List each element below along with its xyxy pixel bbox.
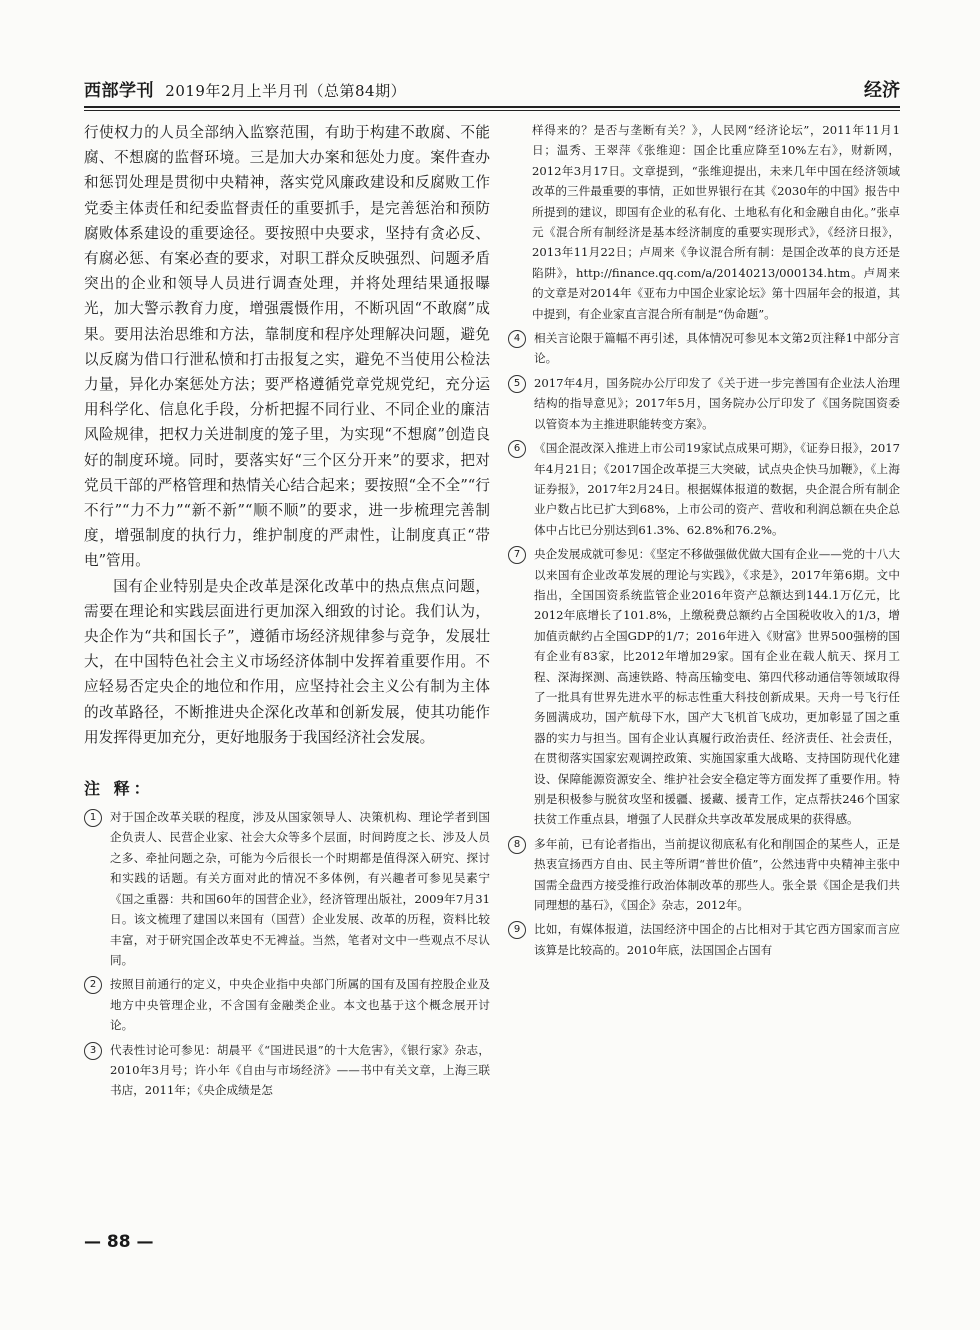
footnote-number: 6 [508,440,526,458]
footnote-5 [508,373,900,434]
footnote-2 [84,974,490,1035]
section-label: 经济 [864,80,900,101]
footnote-3 [84,1040,490,1101]
footnote-text: 《国企混改深入推进上市公司19家试点成果可期》，《证券日报》，2017年4月21日；《2017国企改革提三大突破，试点央企快马加鞭》，《上海证券报》，2017年2月24日。根据媒体报道的数据，央企混合所有制企业户数占比已扩大到68%，上市公司的资产、营收和利润总额在央企总体中占比已分别达到61.3%、62.8%和76.2%。 [534,441,900,537]
running-header [84,74,900,104]
footnote-text: 央企发展成就可参见：《坚定不移做强做优做大国有企业——党的十八大以来国有企业改革发展的理论与实践》，《求是》，2017年第6期。文中指出，全国国资系统监管企业2016年资产总额达到144.1万亿元，比2012年底增长了101.8%，上缴税费总额约占全国税收收入的1/3，增加值贡献约占全国GDP的1/7；2016年进入《财富》世界500强榜的国有企业有83家，比2012年增加29家。国有企业在载人航天、探月工程、深海探测、高速铁路、特高压输变电、第四代移动通信等领域取得了一批具有世界先进水平的标志性重大科技创新成果。天舟一号飞行任务圆满成功，国产航母下水，国产大飞机首飞成功，更加彰显了国之重器的实力与担当。国有企业认真履行政治责任、经济责任、社会责任，在贯彻落实国家宏观调控政策、实施国家重大战略、支持国防现代化建设、保障能源资源安全、维护社会安全稳定等方面发挥了重要作用。特别是积极参与脱贫攻坚和援疆、援藏、援青工作，定点帮扶246个国家扶贫工作重点县，增强了人民群众共享改革发展成果的获得感。 [534,547,900,827]
journal-logo: 西部学刊 [84,81,154,101]
footnote-number: 5 [508,375,526,393]
footnote-number: 9 [508,921,526,939]
footnote-number: 4 [508,330,526,348]
footnote-text: 样得来的？是否与垄断有关？》，人民网“经济论坛”，2011年11月1日；温秀、王翠萍《张维迎：国企比重应降至10%左右》，财新网，2012年3月17日。文章提到，“张维迎提出，未来几年中国在经济领域改革的三件最重要的事情，正如世界银行在其《2030年的中国》报告中所提到的建议，即国有企业的私有化、土地私有化和金融自由化。”张卓元《混合所有制经济是基本经济制度的重要实现形式》，《经济日报》，2013年11月22日；卢周来《争议混合所有制：是国企改革的良方还是陷阱》，http://finance.qq.com/a/20140213/000134.htm。卢周来的文章是对2014年《亚布力中国企业家论坛》第十四届年会的报道，其中提到，有企业家直言混合所有制是“伪命题”。 [532,123,900,321]
left-column [84,120,490,1105]
footnote-number: 3 [84,1042,102,1060]
footnote-3-continued [508,120,900,324]
footnote-number: 2 [84,976,102,994]
footnote-number: 1 [84,809,102,827]
footnote-7 [508,544,900,830]
footnote-text: 对于国企改革关联的程度，涉及从国家领导人、决策机构、理论学者到国企负责人、民营企业家、社会大众等多个层面，时间跨度之长、涉及人员之多、牵扯问题之杂，可能为今后很长一个时期都是值得深入研究、探讨和实践的话题。有关方面对此的情况不多体例，有兴趣者可参见吴素宁《国之重器：共和国60年的国营企业》，经济管理出版社，2009年7月31日。该文梳理了建国以来国有（国营）企业发展、改革的历程，资料比较丰富，对于研究国企改革史不无裨益。当然，笔者对文中一些观点不尽认同。 [110,810,490,967]
issue-info: 2019年2月上半月刊（总第84期） [165,82,407,100]
footnote-text: 按照目前通行的定义，中央企业指中央部门所属的国有及国有控股企业及地方中央管理企业，不含国有金融类企业。本文也基于这个概念展开讨论。 [110,977,490,1033]
right-column [508,120,900,964]
footnote-number: 7 [508,546,526,564]
footnote-1 [84,807,490,970]
footnote-text: 2017年4月，国务院办公厅印发了《关于进一步完善国有企业法人治理结构的指导意见》；2017年5月，国务院办公厅印发了《国务院国资委以管资本为主推进职能转变方案》。 [534,375,900,431]
header-rule-thin [84,110,900,111]
footnote-text: 代表性讨论可参见：胡晨平《“国进民退”的十大危害》，《银行家》杂志，2010年3月号；许小年《自由与市场经济》——书中有关文章，上海三联书店，2011年；《央企成绩是怎 [110,1042,490,1098]
footnote-text: 多年前，已有论者指出，当前提议彻底私有化和削国企的某些人，正是热衷宣扬西方自由、民主等所谓“普世价值”，公然违背中央精神主张中国需全盘西方接受推行政治体制改革的那些人。张全景《国企是我们共同理想的基石》，《国企》杂志，2012年。 [534,836,900,913]
header-rule [84,106,900,108]
footnote-4 [508,328,900,369]
footnote-text: 相关言论限于篇幅不再引述，具体情况可参见本文第2页注释1中部分言论。 [534,331,900,366]
footnote-6 [508,438,900,540]
page-number: — 88 — [84,1232,154,1252]
body-paragraph: 行使权力的人员全部纳入监察范围，有助于构建不敢腐、不能腐、不想腐的监督环境。三是加大办案和惩处力度。案件查办和惩罚处理是贯彻中央精神，落实党风廉政建设和反腐败工作党委主体责任和纪委监督责任的重要抓手，是完善惩治和预防腐败体系建设的重要途径。要按照中央要求，坚持有贪必反、有腐必惩、有案必查的要求，对职工群众反映强烈、问题矛盾突出的企业和领导人员进行调查处理，并将处理结果通报曝光，加大警示教育力度，增强震慑作用，不断巩固“不敢腐”成果。要用法治思维和方法，靠制度和程序处理解决问题，避免以反腐为借口行泄私愤和打击报复之实，避免不当使用公检法力量，异化办案惩处方法；要严格遵循党章党规党纪，充分运用科学化、信息化手段，分析把握不同行业、不同企业的廉洁风险规律，把权力关进制度的笼子里，为实现“不想腐”创造良好的制度环境。同时，要落实好“三个区分开来”的要求，把对党员干部的严格管理和热情关心结合起来；要按照“全不全”“行不行”“力不力”“新不新”“顺不顺”的要求，进一步梳理完善制度，增强制度的执行力，维护制度的严肃性，让制度真正“带电”管用。 [84,124,490,570]
footnote-number: 8 [508,836,526,854]
header-left [84,76,406,101]
footnote-8 [508,834,900,916]
notes-heading: 注 释： [84,779,154,799]
footnote-9 [508,919,900,960]
footnote-text: 比如，有媒体报道，法国经济中国企的占比相对于其它西方国家而言应该算是比较高的。2010年底，法国国企占国有 [534,922,900,957]
body-paragraph-conclusion: 国有企业特别是央企改革是深化改革中的热点焦点问题，需要在理论和实践层面进行更加深入细致的讨论。我们认为，央企作为“共和国长子”，遵循市场经济规律参与竞争，发展壮大，在中国特色社会主义市场经济体制中发挥着重要作用。不应轻易否定央企的地位和作用，应坚持社会主义公有制为主体的改革路径，不断推进央企深化改革和创新发展，使其功能作用发挥得更加充分，更好地服务于我国经济社会发展。 [84,577,490,746]
